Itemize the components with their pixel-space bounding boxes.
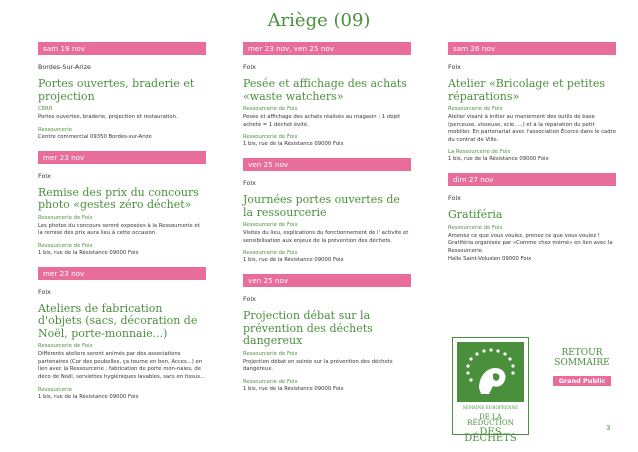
event-title: Pesée et affichage des achats «waste watchers»	[243, 77, 407, 103]
event-source: Ressourcerie de Foix	[243, 134, 298, 141]
event-city: Foix	[448, 63, 461, 71]
event-date: mer 23 nov	[38, 267, 206, 280]
events-column-1	[38, 42, 206, 411]
event-organizer: Ressourcerie de Foix	[38, 214, 93, 221]
event-source: Ressourcerie de Foix	[243, 379, 298, 386]
page-title: Ariège (09)	[267, 10, 371, 31]
event-organizer: Ressourcerie de Foix	[243, 106, 298, 112]
event-city: Foix	[38, 171, 51, 180]
event-title: Atelier «Bricolage et petites réparations»	[448, 77, 605, 103]
event-title: Journées portes ouvertes de la ressourcerie	[243, 193, 400, 219]
event-block	[243, 158, 411, 264]
event-source: Ressourcerie de Foix	[38, 242, 93, 249]
page-number: 3	[606, 424, 611, 432]
event-description: Portes ouvertes, braderie, projection et restauration.	[38, 114, 178, 120]
logo-text	[456, 405, 525, 443]
event-title: Ateliers de fabrication d'objets (sacs, décoration de Noël, porte-monnaie...)	[38, 301, 198, 340]
event-address: 1 bis, rue de la Résistance 09000 Foix	[38, 249, 139, 256]
event-organizer: Ressourcerie de Foix	[243, 350, 298, 357]
event-organizer: CERR	[38, 106, 53, 112]
event-block	[38, 42, 206, 141]
event-block	[243, 42, 411, 148]
retour-label: RETOUR	[561, 348, 603, 358]
serd-logo	[452, 337, 529, 444]
event-date: dim 27 nov	[448, 173, 616, 186]
event-block	[38, 151, 206, 257]
event-organizer: Ressourcerie de Foix	[448, 106, 503, 112]
event-description: Visites du lieu, explications du fonctionnement de l' activité et sensibilisation aux enjeux de la prévention des déchets.	[243, 230, 409, 244]
event-source: Ressourcerie de Foix	[243, 250, 298, 257]
event-block	[448, 42, 616, 163]
event-description: Les photos du concours seront exposées à la Ressourcerie et la remise des prix aura lieu à cette occasion.	[38, 222, 200, 237]
event-address: Centre commercial 09350 Bordes-sur-Arize	[38, 133, 152, 140]
event-description: Projection débat en soirée sur la prévention des déchets dangereux.	[243, 358, 393, 373]
event-date: sam 26 nov	[448, 42, 616, 55]
event-title: Projection débat sur la prévention des déchets dangereux	[243, 309, 373, 348]
event-source: La Ressourcerie de Foix	[448, 149, 511, 156]
stars-hand-icon	[457, 342, 524, 402]
event-description: Atelier visant à initier au maniement des outils de base (perceuse, visseuse, scie, ...) et à la réparation du petit mobilier. En partenariat avec l'association Écorce dans le cadre du contrat de Ville.	[448, 114, 616, 143]
event-block	[448, 173, 616, 262]
event-title: Remise des prix du concours photo «gestes zéro déchet»	[38, 185, 199, 212]
event-address: 1 bis, rue de la Résistance 09000 Foix	[243, 141, 344, 148]
retour-sommaire-link[interactable]	[553, 348, 611, 368]
sommaire-label: SOMMAIRE	[554, 358, 610, 368]
event-address: Halle Saint-Volusien 09000 Foix	[448, 255, 532, 262]
event-block	[38, 267, 206, 401]
event-block	[243, 274, 411, 393]
event-date: ven 25 nov	[243, 274, 411, 287]
event-title: Portes ouvertes, braderie et projection	[38, 77, 195, 103]
event-date: mer 23 nov	[38, 151, 206, 164]
grand-public-button[interactable]: Grand Public	[553, 376, 611, 386]
event-city: Foix	[243, 63, 256, 71]
event-address: 1 bis, rue de la Résistance 09000 Foix	[38, 393, 139, 400]
event-address: 1 bis, rue de la Résistance 09000 Foix	[243, 257, 344, 264]
event-date: mer 23 nov, ven 25 nov	[243, 42, 411, 55]
event-source: Ressourcerie	[38, 386, 72, 393]
logo-line-1: SEMAINE EUROPÉENNE	[462, 405, 519, 410]
event-source: Ressourcerie	[38, 126, 72, 133]
events-column-3	[448, 42, 616, 273]
event-city: Foix	[448, 194, 461, 203]
event-date: ven 25 nov	[243, 158, 411, 171]
logo-line-3: DES DÉCHETS	[464, 426, 517, 444]
logo-line-2: DE LA RÉDUCTION	[467, 412, 514, 427]
event-organizer: Ressourcerie de Foix	[243, 222, 298, 229]
events-column-2	[243, 42, 411, 403]
event-organizer: Ressourcerie de Foix	[38, 343, 93, 350]
event-description: Pesée et affichage des achats réalisés au magasin : 1 objet acheté = 1 déchet évité.	[243, 114, 401, 128]
event-description: Amenez ce que vous voulez, prenez ce que vous voulez ! Gratiféria organisée par «Comme chez mémé» en lien avec la Ressourcerie.	[448, 232, 613, 255]
event-city: Bordes-Sur-Arize	[38, 63, 91, 71]
event-address: 1 bis, rue de la Résistance 09000 Foix	[448, 156, 549, 163]
event-city: Foix	[38, 287, 51, 296]
logo-emblem	[457, 342, 524, 402]
event-city: Foix	[243, 295, 256, 304]
event-city: Foix	[243, 179, 256, 188]
event-description: Différents ateliers seront animés par des associations partenaires (Cor des poubelles, ça tourne en bon, Acces...) en lien avec la Ressourcerie : fabrication de porte mon-naies, de déco de Noël, serviettes hygiéniques lavables, sacs en tissus...	[38, 351, 206, 381]
event-organizer: Ressourcerie de Foix	[448, 224, 503, 231]
event-address: 1 bis, rue de la Résistance 09000 Foix	[243, 386, 344, 393]
event-title: Gratiféria	[448, 208, 503, 222]
event-date: sam 19 nov	[38, 42, 206, 55]
